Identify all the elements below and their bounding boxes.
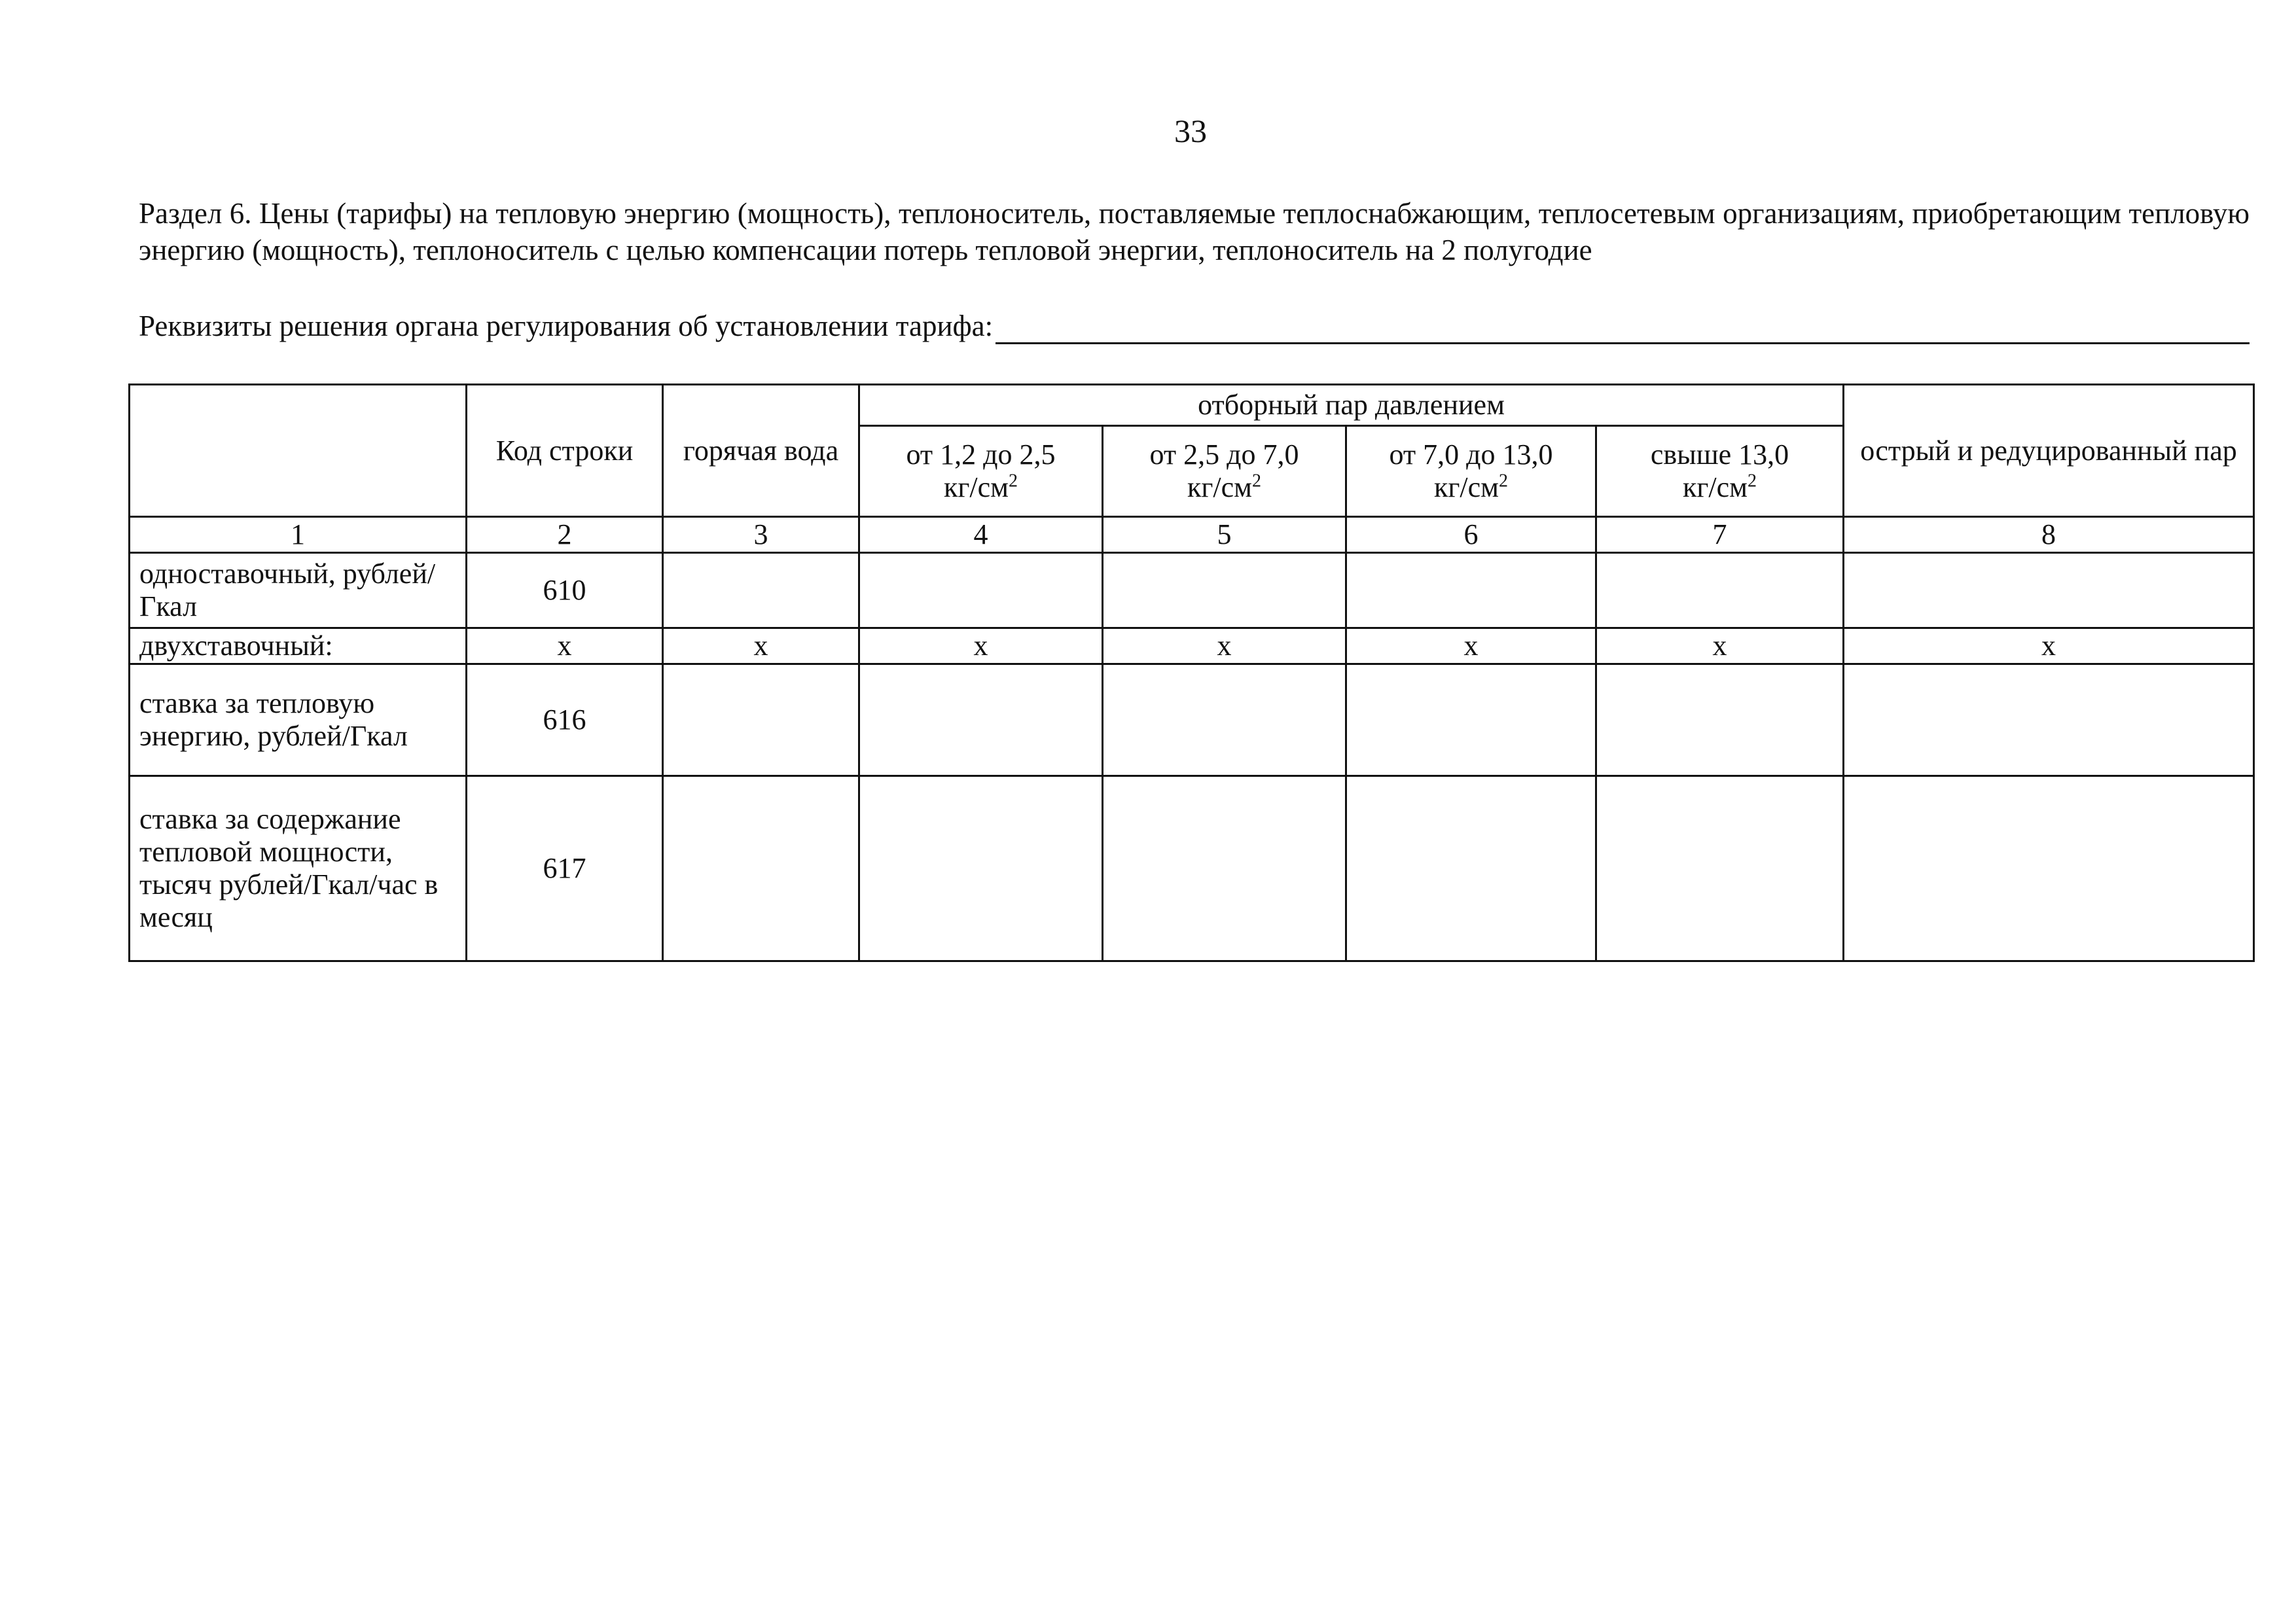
header-pressure-4 (1596, 426, 1844, 517)
row-code: x (467, 628, 663, 664)
pressure-2-range: от 2,5 до 7,0 (1149, 438, 1299, 471)
pressure-2-unit-exp: 2 (1252, 471, 1262, 491)
column-number: 1 (130, 517, 467, 553)
header-sharp-steam: острый и редуцированный пар (1844, 385, 2254, 517)
column-number: 4 (859, 517, 1103, 553)
value-cell: x (663, 628, 859, 664)
value-cell[interactable] (1346, 553, 1596, 628)
value-cell: x (1844, 628, 2254, 664)
value-cell: x (1596, 628, 1844, 664)
pressure-1-unit: кг/см (943, 471, 1009, 503)
header-pressure-2 (1103, 426, 1346, 517)
value-cell: x (859, 628, 1103, 664)
value-cell[interactable] (663, 776, 859, 961)
header-row-code: Код строки (467, 385, 663, 517)
value-cell[interactable] (859, 664, 1103, 776)
column-number-row (130, 517, 2254, 553)
pressure-3-unit-exp: 2 (1499, 471, 1509, 491)
header-pressure-1 (859, 426, 1103, 517)
value-cell[interactable] (859, 776, 1103, 961)
decision-requisites-blank (996, 310, 2250, 344)
row-label: ставка за тепловую энергию, рублей/Гкал (130, 664, 467, 776)
pressure-2-unit: кг/см (1187, 471, 1253, 503)
value-cell[interactable] (1844, 553, 2254, 628)
pressure-4-unit: кг/см (1683, 471, 1748, 503)
value-cell[interactable] (1596, 776, 1844, 961)
value-cell: x (1103, 628, 1346, 664)
table-row (130, 553, 2254, 628)
section-title: Раздел 6. Цены (тарифы) на тепловую энергию (мощность), теплоноситель, поставляемые теплоснабжающим, теплосетевым организациям, приобретающим тепловую энергию (мощность), теплоноситель с целью компенсации потерь тепловой энергии, теплоноситель на 2 полугодие (139, 197, 2250, 266)
tariff-table (128, 383, 2255, 962)
table-row (130, 776, 2254, 961)
value-cell[interactable] (1346, 776, 1596, 961)
header-empty-cell (130, 385, 467, 517)
value-cell[interactable] (1103, 664, 1346, 776)
row-label: двухставочный: (130, 628, 467, 664)
column-number: 3 (663, 517, 859, 553)
page-number: 33 (1174, 113, 1207, 149)
value-cell[interactable] (859, 553, 1103, 628)
value-cell[interactable] (1596, 553, 1844, 628)
value-cell[interactable] (1346, 664, 1596, 776)
pressure-4-range: свыше 13,0 (1650, 438, 1789, 471)
value-cell[interactable] (663, 553, 859, 628)
pressure-3-unit: кг/см (1433, 471, 1499, 503)
header-selected-steam: отборный пар давлением (859, 385, 1844, 426)
column-number: 5 (1103, 517, 1346, 553)
value-cell[interactable] (1844, 776, 2254, 961)
row-code: 610 (467, 553, 663, 628)
header-hot-water: горячая вода (663, 385, 859, 517)
decision-requisites-label: Реквизиты решения органа регулирования об установлении тарифа: (139, 310, 994, 342)
value-cell[interactable] (1844, 664, 2254, 776)
column-number: 7 (1596, 517, 1844, 553)
table-row (130, 664, 2254, 776)
decision-requisites-line (139, 308, 2250, 344)
column-number: 8 (1844, 517, 2254, 553)
column-number: 2 (467, 517, 663, 553)
pressure-1-range: от 1,2 до 2,5 (906, 438, 1056, 471)
row-code: 617 (467, 776, 663, 961)
pressure-3-range: от 7,0 до 13,0 (1389, 438, 1553, 471)
pressure-4-unit-exp: 2 (1748, 471, 1757, 491)
value-cell[interactable] (663, 664, 859, 776)
table-row (130, 628, 2254, 664)
table-header-row (130, 385, 2254, 426)
value-cell: x (1346, 628, 1596, 664)
row-code: 616 (467, 664, 663, 776)
value-cell[interactable] (1103, 776, 1346, 961)
column-number: 6 (1346, 517, 1596, 553)
row-label: ставка за содержание тепловой мощности, тысяч рублей/Гкал/час в месяц (130, 776, 467, 961)
row-label: одноставочный, рублей/Гкал (130, 553, 467, 628)
header-pressure-3 (1346, 426, 1596, 517)
value-cell[interactable] (1596, 664, 1844, 776)
pressure-1-unit-exp: 2 (1009, 471, 1018, 491)
value-cell[interactable] (1103, 553, 1346, 628)
